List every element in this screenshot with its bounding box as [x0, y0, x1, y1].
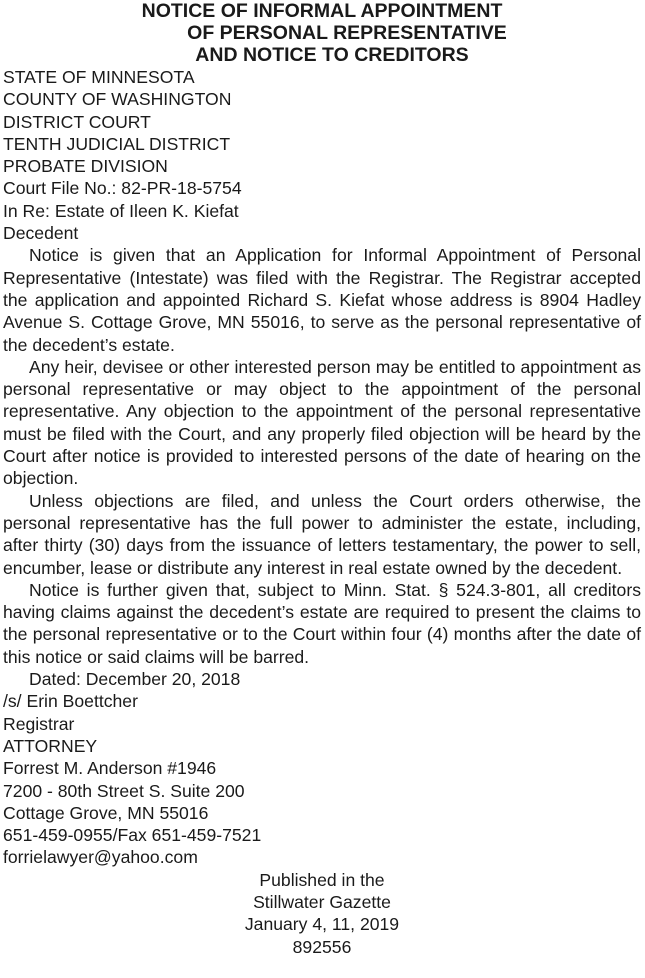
court-file-number: Court File No.: 82-PR-18-5754 [3, 178, 242, 199]
signed-line: /s/ Erin Boettcher [3, 691, 138, 712]
attorney-street: 7200 - 80th Street S. Suite 200 [3, 780, 245, 801]
attorney-email: forrielawyer@yahoo.com [3, 847, 198, 868]
district-line: TENTH JUDICIAL DISTRICT [3, 133, 231, 154]
attorney-heading: ATTORNEY [3, 735, 98, 756]
paragraph-appointment: Notice is given that an Application for Informal Appointment of Personal Representative (Intestate) was filed with the Registrar. The Registrar accepted the application and appointed Richard S. Kiefat whose address is 8904 Hadley Avenue S. Cottage Grove, MN 55016, to serve as the personal representative of the decedent’s estate. [3, 245, 641, 355]
signature-block [3, 668, 641, 735]
court-line: DISTRICT COURT [3, 111, 151, 132]
division-line: PROBATE DIVISION [3, 156, 168, 177]
estate-name: In Re: Estate of Ileen K. Kiefat [3, 200, 239, 221]
attorney-name: Forrest M. Anderson #1946 [3, 758, 217, 779]
decedent-label: Decedent [3, 223, 79, 244]
published-in-line: Published in the [259, 869, 385, 890]
dated-line: Dated: December 20, 2018 [29, 669, 241, 690]
title-line-1: NOTICE OF INFORMAL APPOINTMENT [141, 0, 503, 22]
paragraph-creditors: Notice is further given that, subject to Minn. Stat. § 524.3-801, all creditors having claims against the decedent’s estate are required to present the claims to the personal representative or to the Court within four (4) months after the date of this notice or said claims will be barred. [3, 579, 641, 667]
title-line-3: AND NOTICE TO CREDITORS [195, 44, 469, 66]
publication-dates: January 4, 11, 2019 [244, 914, 400, 935]
notice-title [3, 0, 641, 66]
case-header [3, 66, 641, 244]
attorney-block [3, 735, 641, 869]
publication-number: 892556 [292, 936, 352, 957]
title-line-2: OF PERSONAL REPRESENTATIVE [187, 22, 507, 44]
paragraph-powers: Unless objections are filed, and unless the Court orders otherwise, the personal representative has the full power to administer the estate, including, after thirty (30) days from the issuance of letters testamentary, the power to sell, encumber, lease or distribute any interest in real estate owned by the decedent. [3, 490, 641, 578]
county-line: COUNTY OF WASHINGTON [3, 89, 232, 110]
paragraph-objection: Any heir, devisee or other interested person may be entitled to appointment as personal representative or may object to the appointment of the personal representative. Any objection to the appointment of the personal representative must be filed with the Court, and any properly filed objection will be heard by the Court after notice is provided to interested persons of the date of hearing on the objection. [3, 356, 641, 489]
notice-body [3, 66, 641, 869]
registrar-label: Registrar [3, 713, 75, 734]
publication-block [3, 869, 641, 958]
state-line: STATE OF MINNESOTA [3, 67, 195, 87]
attorney-phone: 651-459-0955/Fax 651-459-7521 [3, 825, 262, 846]
newspaper-name: Stillwater Gazette [253, 891, 391, 912]
attorney-city: Cottage Grove, MN 55016 [3, 802, 209, 823]
